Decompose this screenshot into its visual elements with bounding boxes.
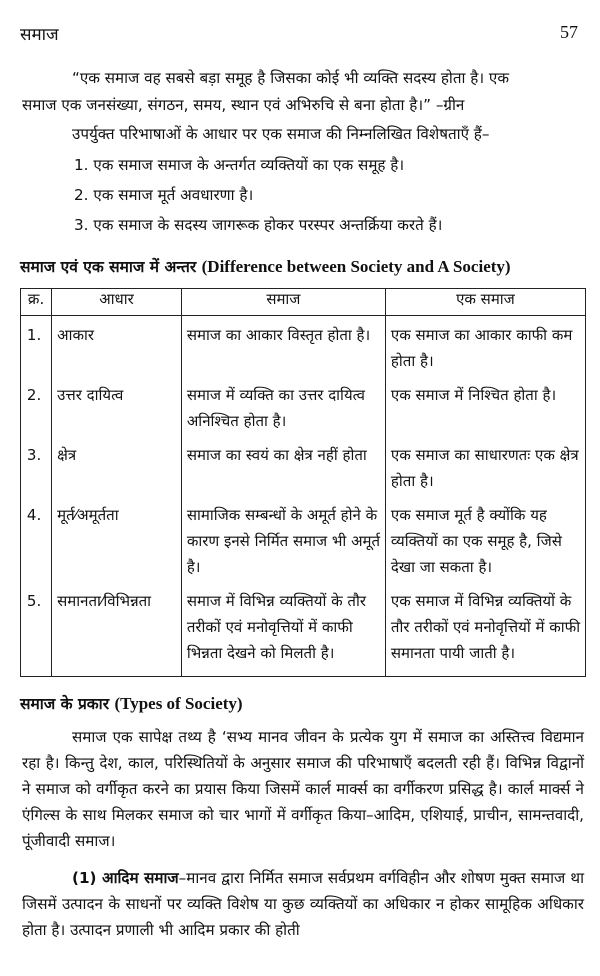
row-society: समाज का स्वयं का क्षेत्र नहीं होता: [181, 436, 385, 496]
basis-line: उपर्युक्त परिभाषाओं के आधार पर एक समाज की निम्नलिखित विशेषताएँ हैं–: [72, 125, 490, 143]
types-heading-english: (Types of Society): [114, 694, 243, 713]
row-basis: आकार: [52, 316, 182, 377]
row-basis: मूर्त⁄अमूर्तता: [52, 496, 182, 582]
row-society: समाज में व्यक्ति का उत्तर दायित्व अनिश्चित होता है।: [181, 376, 385, 436]
row-a-society: एक समाज का आकार काफी कम होता है।: [385, 316, 585, 377]
row-number: 3.: [21, 436, 52, 496]
primitive-society-title: (1) आदिम समाज: [72, 869, 179, 887]
row-a-society: एक समाज का साधारणतः एक क्षेत्र होता है।: [385, 436, 585, 496]
row-society: सामाजिक सम्बन्धों के अमूर्त होने के कारण इनसे निर्मित समाज भी अमूर्त है।: [181, 496, 385, 582]
primitive-society-paragraph: [22, 865, 584, 943]
table-row: [21, 436, 586, 496]
page-header: [20, 22, 578, 44]
table-row: [21, 376, 586, 436]
types-paragraph: समाज एक सापेक्ष तथ्य है ‘सभ्य मानव जीवन के प्रत्येक युग में समाज का अस्तित्त्व विद्यमान रहा है। किन्तु देश, काल, परिस्थितियों के अनुसार समाज की परिभाषाएँ बदलती रही हैं। विभिन्न विद्वानों ने समाज को वर्गीकृत करने का प्रयास किया जिसमें कार्ल मार्क्स का वर्गीकरण प्रसिद्ध है। कार्ल मार्क्स ने एंगिल्स के साथ मिलकर समाज को चार भागों में वर्गीकृत किया–आदिम, एशियाई, प्राचीन, सामन्तवादी, पूंजीवादी समाज।: [22, 728, 584, 850]
row-a-society: एक समाज में विभिन्न व्यक्तियों के तौर तरीकों एवं मनोवृत्तियों में काफी समानता पायी जाती है।: [385, 582, 585, 677]
header-serial: क्र.: [21, 289, 52, 316]
quote-line-1: “एक समाज वह सबसे बड़ा समूह है जिसका कोई भी व्यक्ति सदस्य होता है। एक: [72, 69, 509, 87]
difference-heading: [20, 255, 511, 277]
row-basis: उत्तर दायित्व: [52, 376, 182, 436]
difference-heading-hindi: समाज एवं एक समाज में अन्तर: [20, 258, 197, 276]
row-a-society: एक समाज में निश्चित होता है।: [385, 376, 585, 436]
row-society: समाज का आकार विस्तृत होता है।: [181, 316, 385, 377]
row-basis: क्षेत्र: [52, 436, 182, 496]
quote-line-2: समाज एक जनसंख्या, संगठन, समय, स्थान एवं अभिरुचि से बना होता है।” –ग्रीन: [22, 96, 465, 114]
row-basis: समानता⁄विभिन्नता: [52, 582, 182, 677]
running-title: समाज: [20, 25, 59, 45]
point-2: 2. एक समाज मूर्त अवधारणा है।: [74, 186, 254, 204]
types-heading-hindi: समाज के प्रकार: [20, 695, 110, 713]
header-basis: आधार: [52, 289, 182, 316]
table-header-row: [21, 289, 586, 316]
page-number: 57: [560, 22, 578, 42]
types-heading: [20, 692, 243, 714]
row-number: 5.: [21, 582, 52, 677]
header-a-society: एक समाज: [385, 289, 585, 316]
primitive-society-text: –मानव द्वारा निर्मित समाज सर्वप्रथम वर्गविहीन और शोषण मुक्त समाज था जिसमें उत्पादन के साधनों पर व्यक्ति विशेष या कुछ व्यक्तियों का अधिकार न होकर सामूहिक अधिकार होता है। उत्पादन प्रणाली भी आदिम प्रकार की होती: [22, 869, 585, 939]
table-row: [21, 496, 586, 582]
header-society: समाज: [181, 289, 385, 316]
row-number: 4.: [21, 496, 52, 582]
row-society: समाज में विभिन्न व्यक्तियों के तौर तरीकों एवं मनोवृत्तियों में काफी भिन्नता देखने को मिलती है।: [181, 582, 385, 677]
difference-heading-english: (Difference between Society and A Society): [201, 257, 511, 276]
row-number: 1.: [21, 316, 52, 377]
table-row: [21, 582, 586, 677]
row-number: 2.: [21, 376, 52, 436]
difference-table: [20, 288, 586, 677]
point-1: 1. एक समाज समाज के अन्तर्गत व्यक्तियों का एक समूह है।: [74, 156, 405, 174]
point-3: 3. एक समाज के सदस्य जागरूक होकर परस्पर अन्तर्क्रिया करते हैं।: [74, 216, 443, 234]
table-row: [21, 316, 586, 377]
row-a-society: एक समाज मूर्त है क्योंकि यह व्यक्तियों का एक समूह है, जिसे देखा जा सकता है।: [385, 496, 585, 582]
